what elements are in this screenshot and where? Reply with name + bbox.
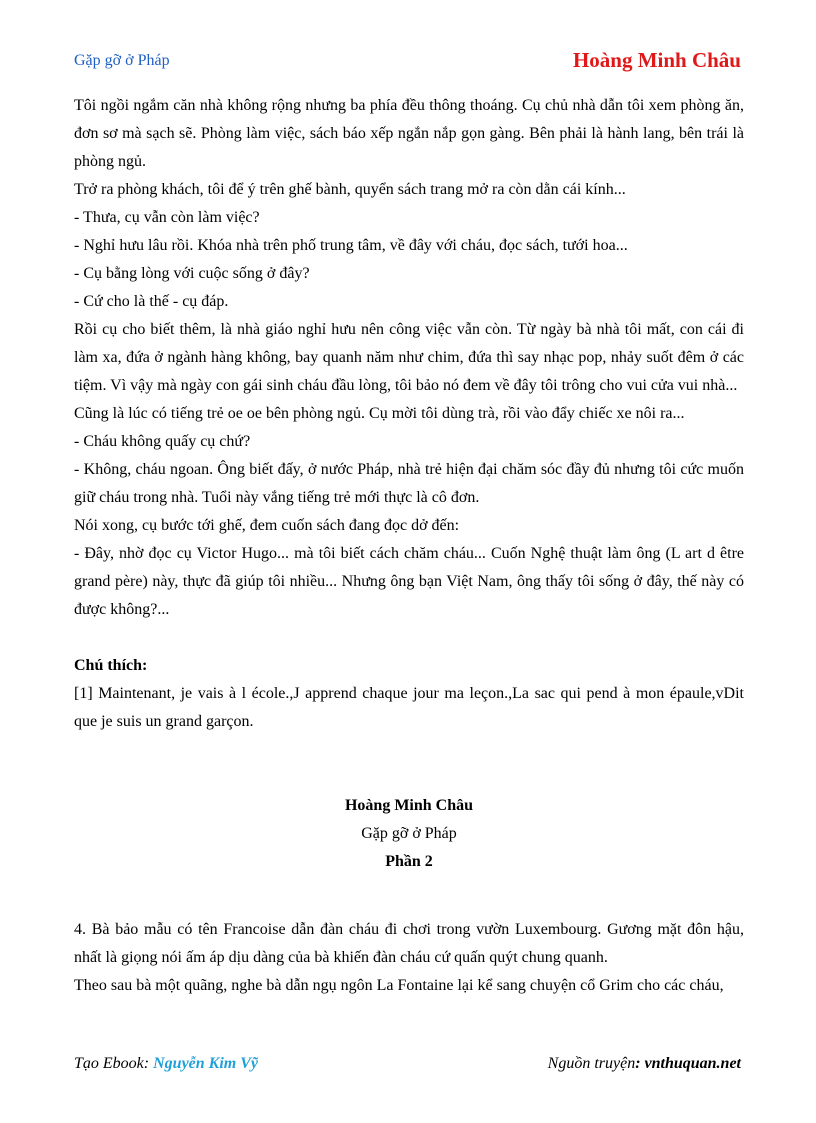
paragraph: - Cụ bằng lòng với cuộc sống ở đây? (74, 265, 310, 282)
paragraph: Trở ra phòng khách, tôi để ý trên ghế bành, quyển sách trang mở ra còn dằn cái kính... (74, 181, 626, 198)
page-body (74, 92, 744, 1000)
spacer (74, 736, 744, 764)
footnote: [1] Maintenant, je vais à l école.,J apprend chaque jour ma leçon.,La sac qui pend à mon épaule,vDit que je suis un grand garçon. (74, 685, 744, 730)
paragraph: Tôi ngồi ngắm căn nhà không rộng nhưng ba phía đều thông thoáng. Cụ chủ nhà dẫn tôi xem phòng ăn, đơn sơ mà sạch sẽ. Phòng làm việc, sách báo xếp ngắn nắp gọn gàng. Bên phải là hành lang, bên trái là phòng ngủ. (74, 97, 744, 170)
footer-ebook-credit (74, 1055, 258, 1073)
paragraph: - Cháu không quấy cụ chứ? (74, 433, 251, 450)
footer-separator: : (635, 1055, 645, 1072)
paragraph: 4. Bà bảo mẫu có tên Francoise dẫn đàn cháu đi chơi trong vườn Luxembourg. Gương mặt đôn hậu, nhất là giọng nói ấm áp dịu dàng của bà khiến đàn cháu cứ quấn quýt chung quanh. (74, 921, 744, 966)
spacer (74, 764, 744, 792)
footer-source-label: Nguồn truyện (547, 1055, 636, 1072)
paragraph: - Đây, nhờ đọc cụ Victor Hugo... mà tôi biết cách chăm cháu... Cuốn Nghệ thuật làm ông (L art d être grand père) này, thực đã giúp tôi nhiều... Nhưng ông bạn Việt Nam, ông thấy tôi sống ở đây, thế này có được không?... (74, 545, 744, 618)
paragraph: Theo sau bà một quãng, nghe bà dẫn ngụ ngôn La Fontaine lại kể sang chuyện cổ Grim cho các cháu, (74, 977, 724, 994)
notes-heading: Chú thích: (74, 657, 148, 674)
paragraph: - Cứ cho là thế - cụ đáp. (74, 293, 229, 310)
header-author: Hoàng Minh Châu (572, 48, 741, 72)
spacer (74, 624, 744, 652)
paragraph: Rồi cụ cho biết thêm, là nhà giáo nghỉ hưu nên công việc vẫn còn. Từ ngày bà nhà tôi mất, con cái đi làm xa, đứa ở ngành hàng không, bay quanh năm như chim, đứa thì say nhạc pop, nhảy suốt đêm ở các tiệm. Vì vậy mà ngày con gái sinh cháu đầu lòng, tôi bảo nó đem về đây tôi trông cho vui cửa vui nhà... (74, 321, 744, 394)
footer-separator: : (143, 1055, 154, 1072)
paragraph: Nói xong, cụ bước tới ghế, đem cuốn sách đang đọc dở đến: (74, 517, 460, 534)
paragraph: Cũng là lúc có tiếng trẻ oe oe bên phòng ngủ. Cụ mời tôi dùng trà, rồi vào đẩy chiếc xe nôi ra... (74, 405, 685, 422)
section-author: Hoàng Minh Châu (344, 797, 474, 814)
header-book-title: Gặp gỡ ở Pháp (74, 52, 170, 69)
paragraph: - Thưa, cụ vẫn còn làm việc? (74, 209, 260, 226)
footer-source-site: vnthuquan.net (644, 1055, 741, 1072)
footer-ebook-author: Nguyễn Kim Vỹ (153, 1055, 258, 1072)
section-part: Phần 2 (385, 853, 433, 870)
footer-ebook-label: Tạo Ebook (74, 1055, 144, 1072)
spacer (74, 904, 744, 916)
paragraph: - Nghỉ hưu lâu rồi. Khóa nhà trên phố trung tâm, về đây với cháu, đọc sách, tưới hoa... (74, 237, 628, 254)
paragraph: - Không, cháu ngoan. Ông biết đấy, ở nước Pháp, nhà trẻ hiện đại chăm sóc đầy đủ nhưng tôi cức muốn giữ cháu trong nhà. Tuổi này vắng tiếng trẻ mới thực là cô đơn. (74, 461, 744, 506)
footer-source-credit (548, 1055, 741, 1073)
section-title: Gặp gỡ ở Pháp (361, 825, 457, 842)
spacer (74, 876, 744, 904)
